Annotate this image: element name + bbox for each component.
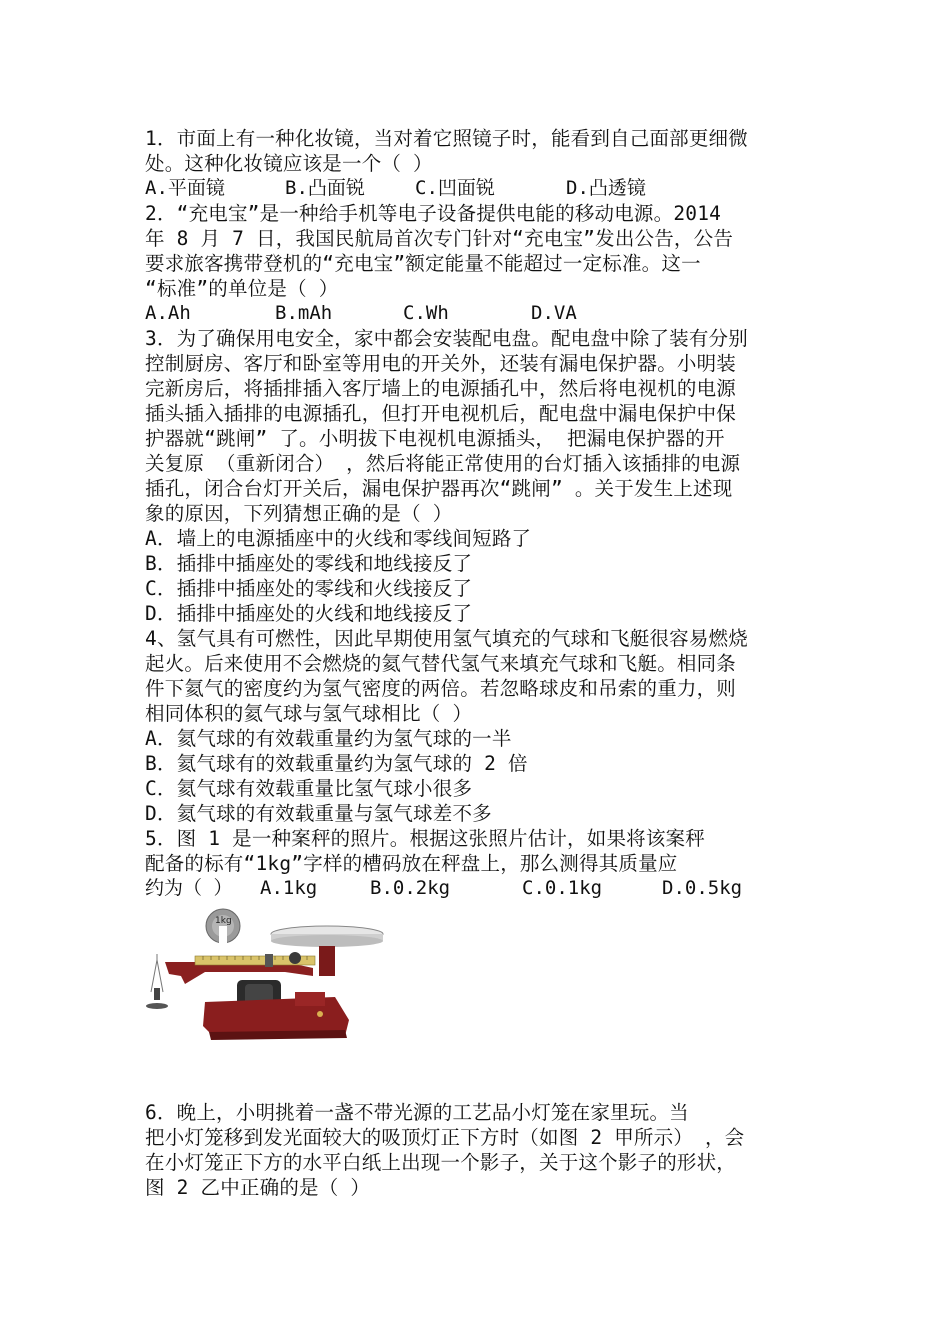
hanging-weight [154,988,160,1000]
hanging-pan [146,1003,168,1009]
q3-option-c: C．插排中插座处的零线和火线接反了 [145,577,473,600]
q2-stem-line-4: “标准”的单位是（ ） [145,277,339,300]
q1-stem-line-1: 1．市面上有一种化妆镜，当对着它照镜子时，能看到自己面部更细微 [145,127,748,150]
q6-stem-line-4: 图 2 乙中正确的是（ ） [145,1176,371,1199]
q3-option-a: A．墙上的电源插座中的火线和零线间短路了 [145,527,532,550]
q5-option-d: D.0.5kg [662,877,743,899]
q3-stem-line-7: 插孔，闭合台灯开关后，漏电保护器再次“跳闸” 。关于发生上述现 [145,477,733,500]
q5-stem-line-2: 配备的标有“1kg”字样的槽码放在秤盘上，那么测得其质量应 [145,852,678,875]
q5-stem-line-1: 5．图 1 是一种案秤的照片。根据这张照片估计，如果将该案秤 [145,827,705,850]
q2-stem-line-1: 2．“充电宝”是一种给手机等电子设备提供电能的移动电源。2014 [145,202,722,225]
q6-stem-line-3: 在小灯笼正下方的水平白纸上出现一个影子，关于这个影子的形状， [145,1151,737,1174]
q6-stem-line-2: 把小灯笼移到发光面较大的吸顶灯正下方时（如图 2 甲所示） ，会 [145,1126,745,1149]
q5-option-b: B.0.2kg [370,877,451,899]
q2-stem-line-2: 年 8 月 7 日，我国民航局首次专门针对“充电宝”发出公告，公告 [145,227,734,250]
q4-option-a: A．氦气球的有效载重量约为氢气球的一半 [145,727,512,750]
q2-stem-line-3: 要求旅客携带登机的“充电宝”额定能量不能超过一定标准。这一 [145,252,701,275]
q3-stem-line-3: 完新房后，将插排插入客厅墙上的电源插孔中，然后将电视机的电源 [145,377,737,400]
q3-option-b: B．插排中插座处的零线和地线接反了 [145,552,473,575]
pan-stem [319,946,335,976]
q5-option-c: C.0.1kg [522,877,603,899]
q3-stem-line-2: 控制厨房、客厅和卧室等用电的开关外，还装有漏电保护器。小明装 [145,352,737,375]
weight-label: 1kg [215,916,232,926]
q4-stem-line-4: 相同体积的氦气球与氢气球相比（ ） [145,702,473,725]
q3-stem-line-4: 插头插入插排的电源插孔，但打开电视机后，配电盘中漏电保护中保 [145,402,737,425]
q3-stem-line-6: 关复原 （重新闭合） ，然后将能正常使用的台灯插入该插排的电源 [145,452,741,475]
q3-stem-line-8: 象的原因，下列猜想正确的是（ ） [145,502,453,525]
q1-option-b: B.凸面锐 [285,177,365,199]
q1-option-c: C.凹面锐 [415,177,495,199]
q2-option-a: A.Ah [145,302,191,324]
q2-option-c: C.Wh [403,302,449,324]
q2-option-b: B.mAh [275,302,333,324]
sliding-rider [265,954,273,967]
q6-stem-line-1: 6．晚上，小明挑着一盏不带光源的工艺品小灯笼在家里玩。当 [145,1101,689,1124]
pan-hanger [151,960,163,992]
q5-stem-line-3: 约为（ ） [145,877,233,899]
q4-stem-line-1: 4、氢气具有可燃性，因此早期使用氢气填充的气球和飞艇很容易燃烧 [145,627,748,650]
q1-option-d: D.凸透镜 [566,177,646,199]
q1-option-a: A.平面镜 [145,177,225,199]
q4-option-d: D．氦气球的有效载重量与氢气球差不多 [145,802,492,825]
q3-option-d: D．插排中插座处的火线和地线接反了 [145,602,473,625]
q4-stem-line-3: 件下氦气的密度约为氢气密度的两倍。若忽略球皮和吊索的重力，则 [145,677,737,700]
pivot-knob [289,952,301,964]
q1-stem-line-2: 处。这种化妆镜应该是一个（ ） [145,152,433,175]
scale-photo [145,902,385,1052]
q5-option-a: A.1kg [260,877,318,899]
q3-stem-line-1: 3．为了确保用电安全，家中都会安装配电盘。配电盘中除了装有分别 [145,327,748,350]
q4-option-c: C．氦气球有效载重量比氢气球小很多 [145,777,473,800]
q4-stem-line-2: 起火。后来使用不会燃烧的氦气替代氢气来填充气球和飞艇。相同条 [145,652,737,675]
q2-option-d: D.VA [531,302,577,324]
q3-stem-line-5: 护器就“跳闸” 了。小明拔下电视机电源插头， 把漏电保护器的开 [145,427,725,450]
q4-option-b: B．氦气球有的效载重量约为氢气球的 2 倍 [145,752,528,775]
